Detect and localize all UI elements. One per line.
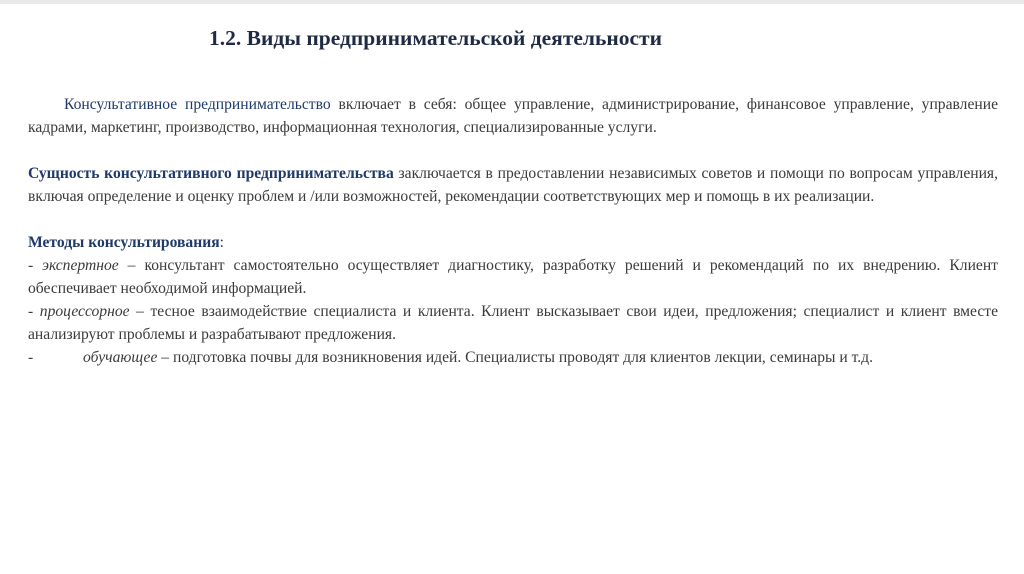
method-item-training bbox=[28, 346, 998, 369]
paragraph-consulting-essence bbox=[28, 162, 998, 208]
list-dash: - bbox=[28, 349, 34, 366]
method-term-process: процессорное bbox=[39, 303, 130, 320]
top-divider bbox=[0, 0, 1024, 4]
method-term-expert: экспертное bbox=[42, 257, 119, 274]
method-term-training: обучающее bbox=[83, 349, 158, 366]
list-dash: - bbox=[28, 303, 40, 320]
methods-heading bbox=[28, 231, 998, 254]
slide-title: 1.2. Виды предпринимательской деятельности bbox=[209, 26, 662, 50]
method-item-training-body bbox=[83, 346, 998, 369]
method-description-expert: – консультант самостоятельно осуществляет диагностику, разработку решений и рекомендаций по их внедрению. Клиент обеспечивает необходимой информацией. bbox=[28, 257, 998, 297]
method-item-process bbox=[28, 300, 998, 346]
term-consulting-essence: Сущность консультативного предпринимательства bbox=[28, 165, 394, 182]
method-item-expert bbox=[28, 254, 998, 300]
term-consulting-entrepreneurship: Консультативное предпринимательство bbox=[64, 96, 331, 113]
paragraph-consulting-essence-text: заключается в предоставлении независимых советов и помощи по вопросам управления, включая определение и оценку проблем и /или возможностей, рекомендации соответствующих мер и помощь в их реализации. bbox=[28, 165, 999, 205]
methods-heading-colon: : bbox=[219, 234, 224, 251]
slide-content bbox=[28, 93, 998, 369]
method-description-training: – подготовка почвы для возникновения идей. Специалисты проводят для клиентов лекции, семинары и т.д. bbox=[157, 349, 874, 366]
paragraph-consulting-scope bbox=[28, 93, 998, 139]
method-description-process: – тесное взаимодействие специалиста и клиента. Клиент высказывает свои идеи, предложения; специалист и клиент вместе анализируют проблемы и разрабатывают предложения. bbox=[28, 303, 999, 343]
paragraph-consulting-scope-text: включает в себя: общее управление, администрирование, финансовое управление, управление кадрами, маркетинг, производство, информационная технология, специализированные услуги. bbox=[28, 96, 998, 136]
list-dash: - bbox=[28, 257, 43, 274]
methods-heading-label: Методы консультирования bbox=[28, 234, 220, 251]
